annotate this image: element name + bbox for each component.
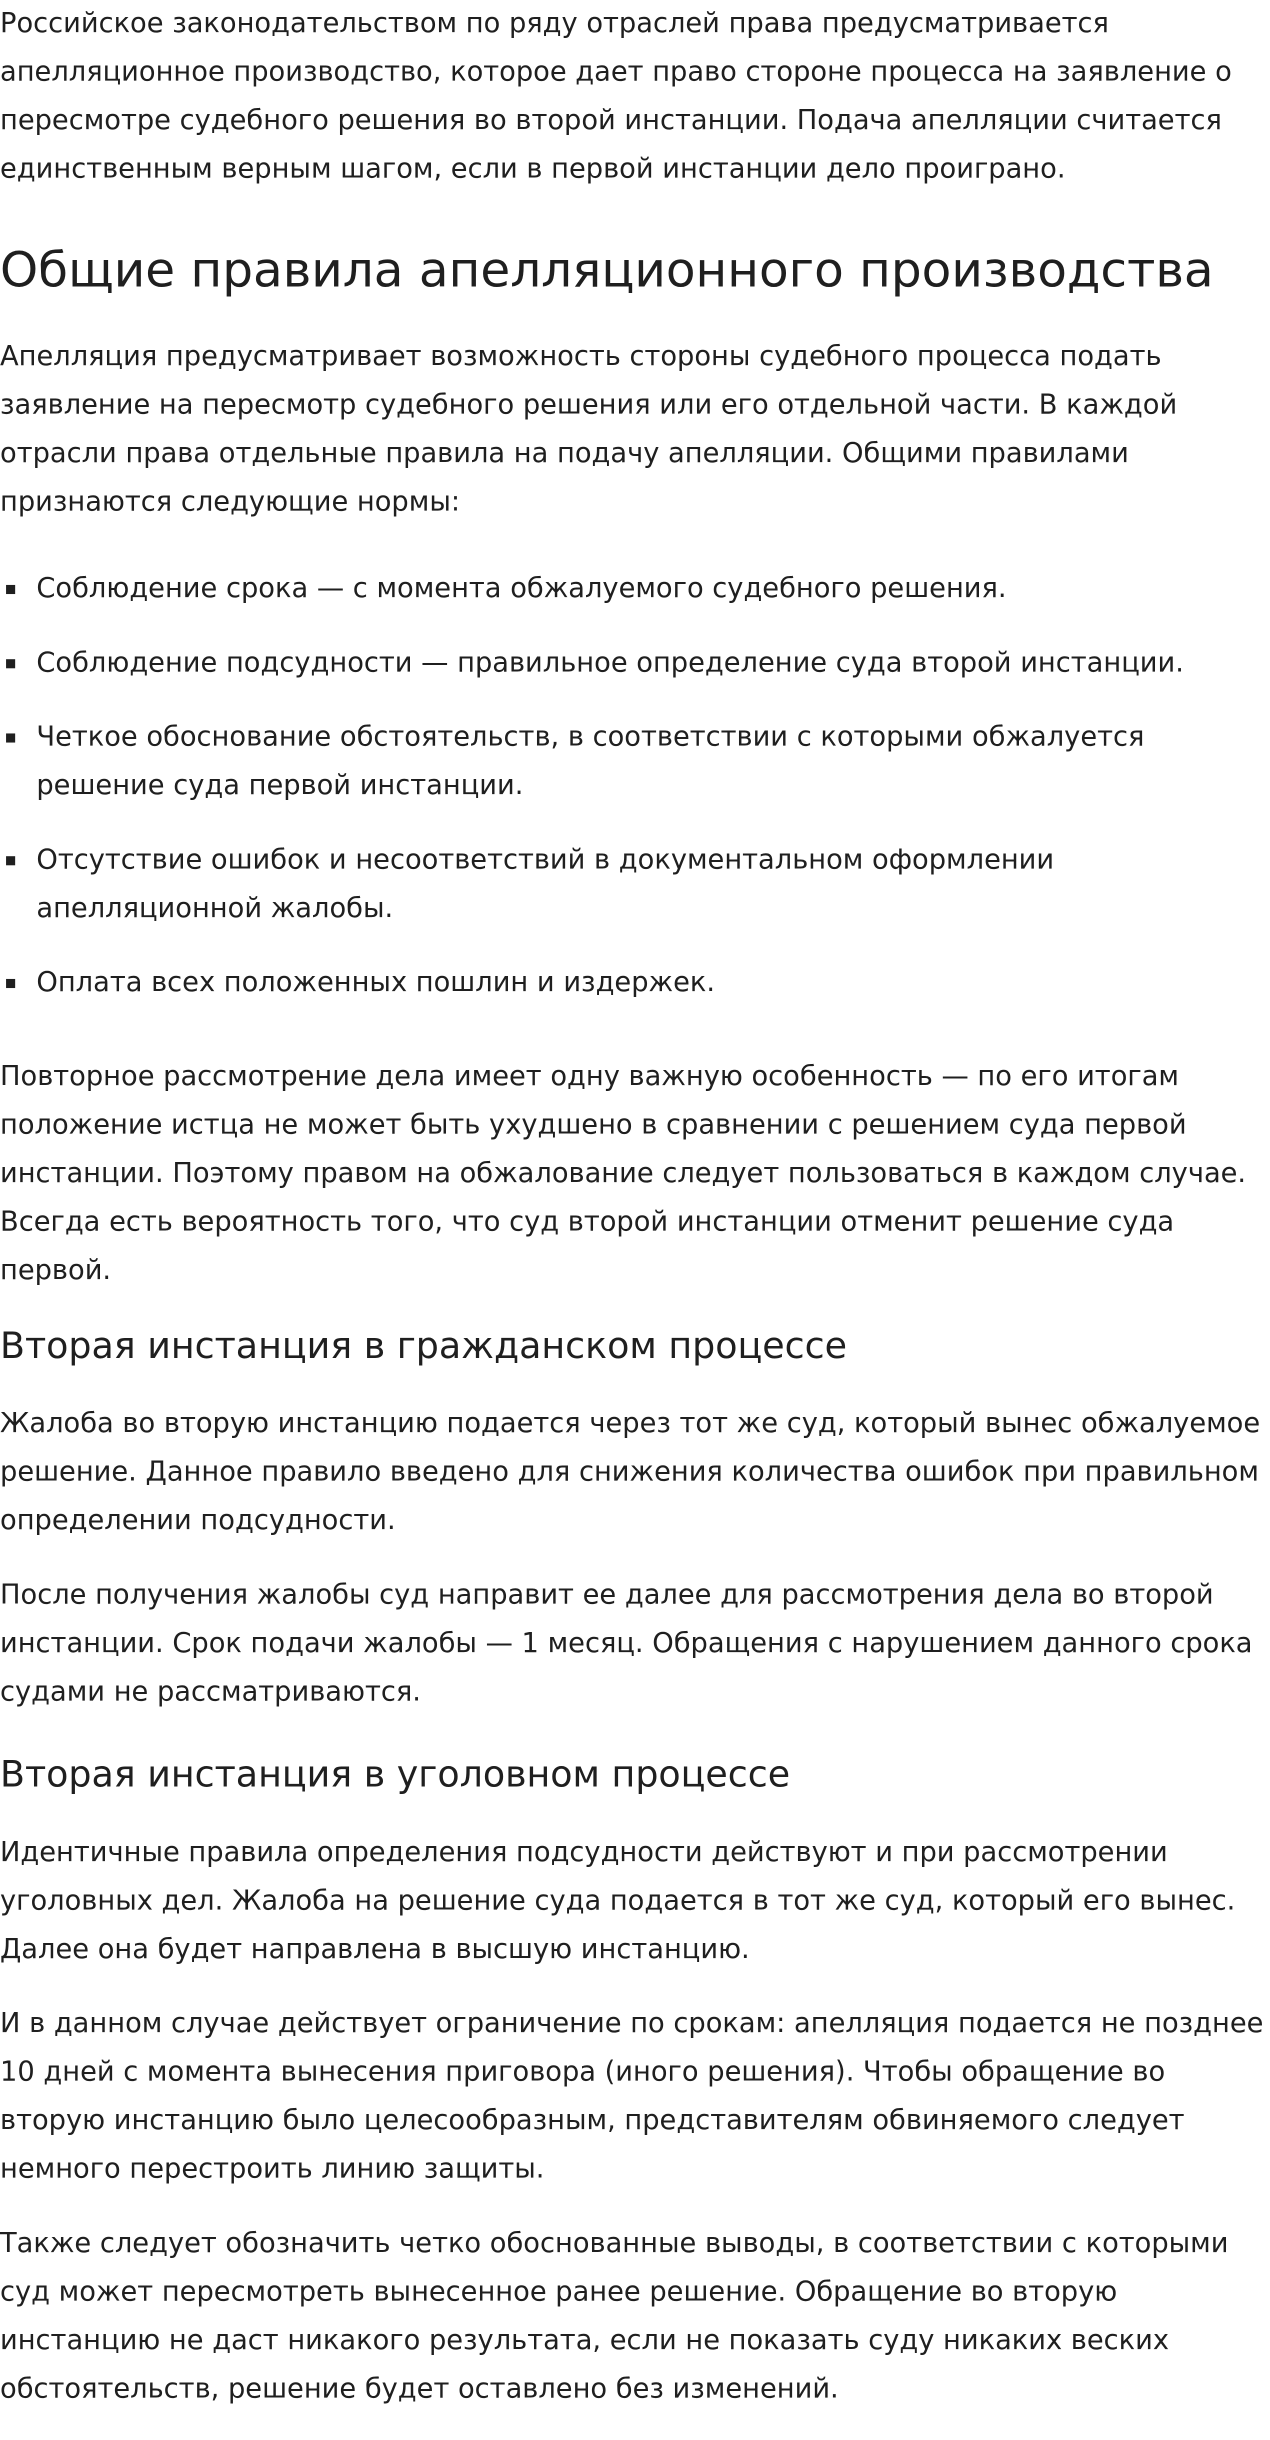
list-item-text: Соблюдение срока — с момента обжалуемого судебного решения. [36, 572, 1007, 605]
list-item [0, 837, 1270, 934]
criminal-paragraph: Также следует обозначить четко обоснованные выводы, в соответствии с которыми суд может пересмотреть вынесенное ранее решение. Обращение во вторую инстанцию не даст никакого результата, если не показать суду никаких веских обстоятельств, решение будет оставлено без изменений. [0, 2227, 1229, 2405]
square-bullet-icon [6, 659, 15, 668]
section-heading-general-rules: Общие правила апелляционного производства [0, 240, 1214, 299]
intro-paragraph: Российское законодательством по ряду отраслей права предусматривается апелляционное производство, которое дает право стороне процесса на заявление о пересмотре судебного решения во второй инстанции. Подача апелляции считается единственным верным шагом, если в первой инстанции дело проиграно. [0, 7, 1232, 185]
list-item [0, 714, 1270, 811]
criminal-paragraph: Идентичные правила определения подсудности действуют и при рассмотрении уголовных дел. Жалоба на решение суда подается в тот же суд, который его вынес. Далее она будет направлена в высшую инстанцию. [0, 1836, 1236, 1966]
list-item [0, 639, 1270, 687]
list-item-text: Оплата всех положенных пошлин и издержек. [36, 966, 716, 999]
general-rules-paragraph: Апелляция предусматривает возможность стороны судебного процесса подать заявление на пересмотр судебного решения или его отдельной части. В каждой отрасли права отдельные правила на подачу апелляции. Общими правилами признаются следующие нормы: [0, 340, 1178, 519]
square-bullet-icon [6, 979, 15, 988]
section-heading-civil: Вторая инстанция в гражданском процессе [0, 1324, 847, 1367]
square-bullet-icon [6, 585, 15, 594]
section-heading-criminal: Вторая инстанция в уголовном процессе [0, 1753, 791, 1796]
criminal-paragraph: И в данном случае действует ограничение по срокам: апелляция подается не позднее 10 дней с момента вынесения приговора (иного решения). Чтобы обращение во вторую инстанцию было целесообразным, представителям обвиняемого следует немного перестроить линию защиты. [0, 2007, 1264, 2186]
rules-list [0, 565, 1270, 1007]
civil-paragraph: После получения жалобы суд направит ее далее для рассмотрения дела во второй инстанции. Срок подачи жалобы — 1 месяц. Обращения с нарушением данного срока судами не рассматриваются. [0, 1579, 1253, 1708]
square-bullet-icon [6, 856, 15, 865]
list-item [0, 959, 1270, 1007]
general-rules-closing-paragraph: Повторное рассмотрение дела имеет одну важную особенность — по его итогам положение истца не может быть ухудшено в сравнении с решением суда первой инстанции. Поэтому правом на обжалование следует пользоваться в каждом случае. Всегда есть вероятность того, что суд второй инстанции отменит решение суда первой. [0, 1060, 1247, 1287]
list-item-text: Четкое обоснование обстоятельств, в соответствии с которыми обжалуется решение суда первой инстанции. [36, 721, 1145, 802]
list-item-text: Отсутствие ошибок и несоответствий в документальном оформлении апелляционной жалобы. [36, 844, 1055, 925]
list-item [0, 565, 1270, 613]
list-item-text: Соблюдение подсудности — правильное определение суда второй инстанции. [36, 647, 1184, 679]
square-bullet-icon [6, 733, 15, 742]
civil-paragraph: Жалоба во вторую инстанцию подается через тот же суд, который вынес обжалуемое решение. Данное правило введено для снижения количества ошибок при правильном определении подсудности. [0, 1407, 1261, 1537]
